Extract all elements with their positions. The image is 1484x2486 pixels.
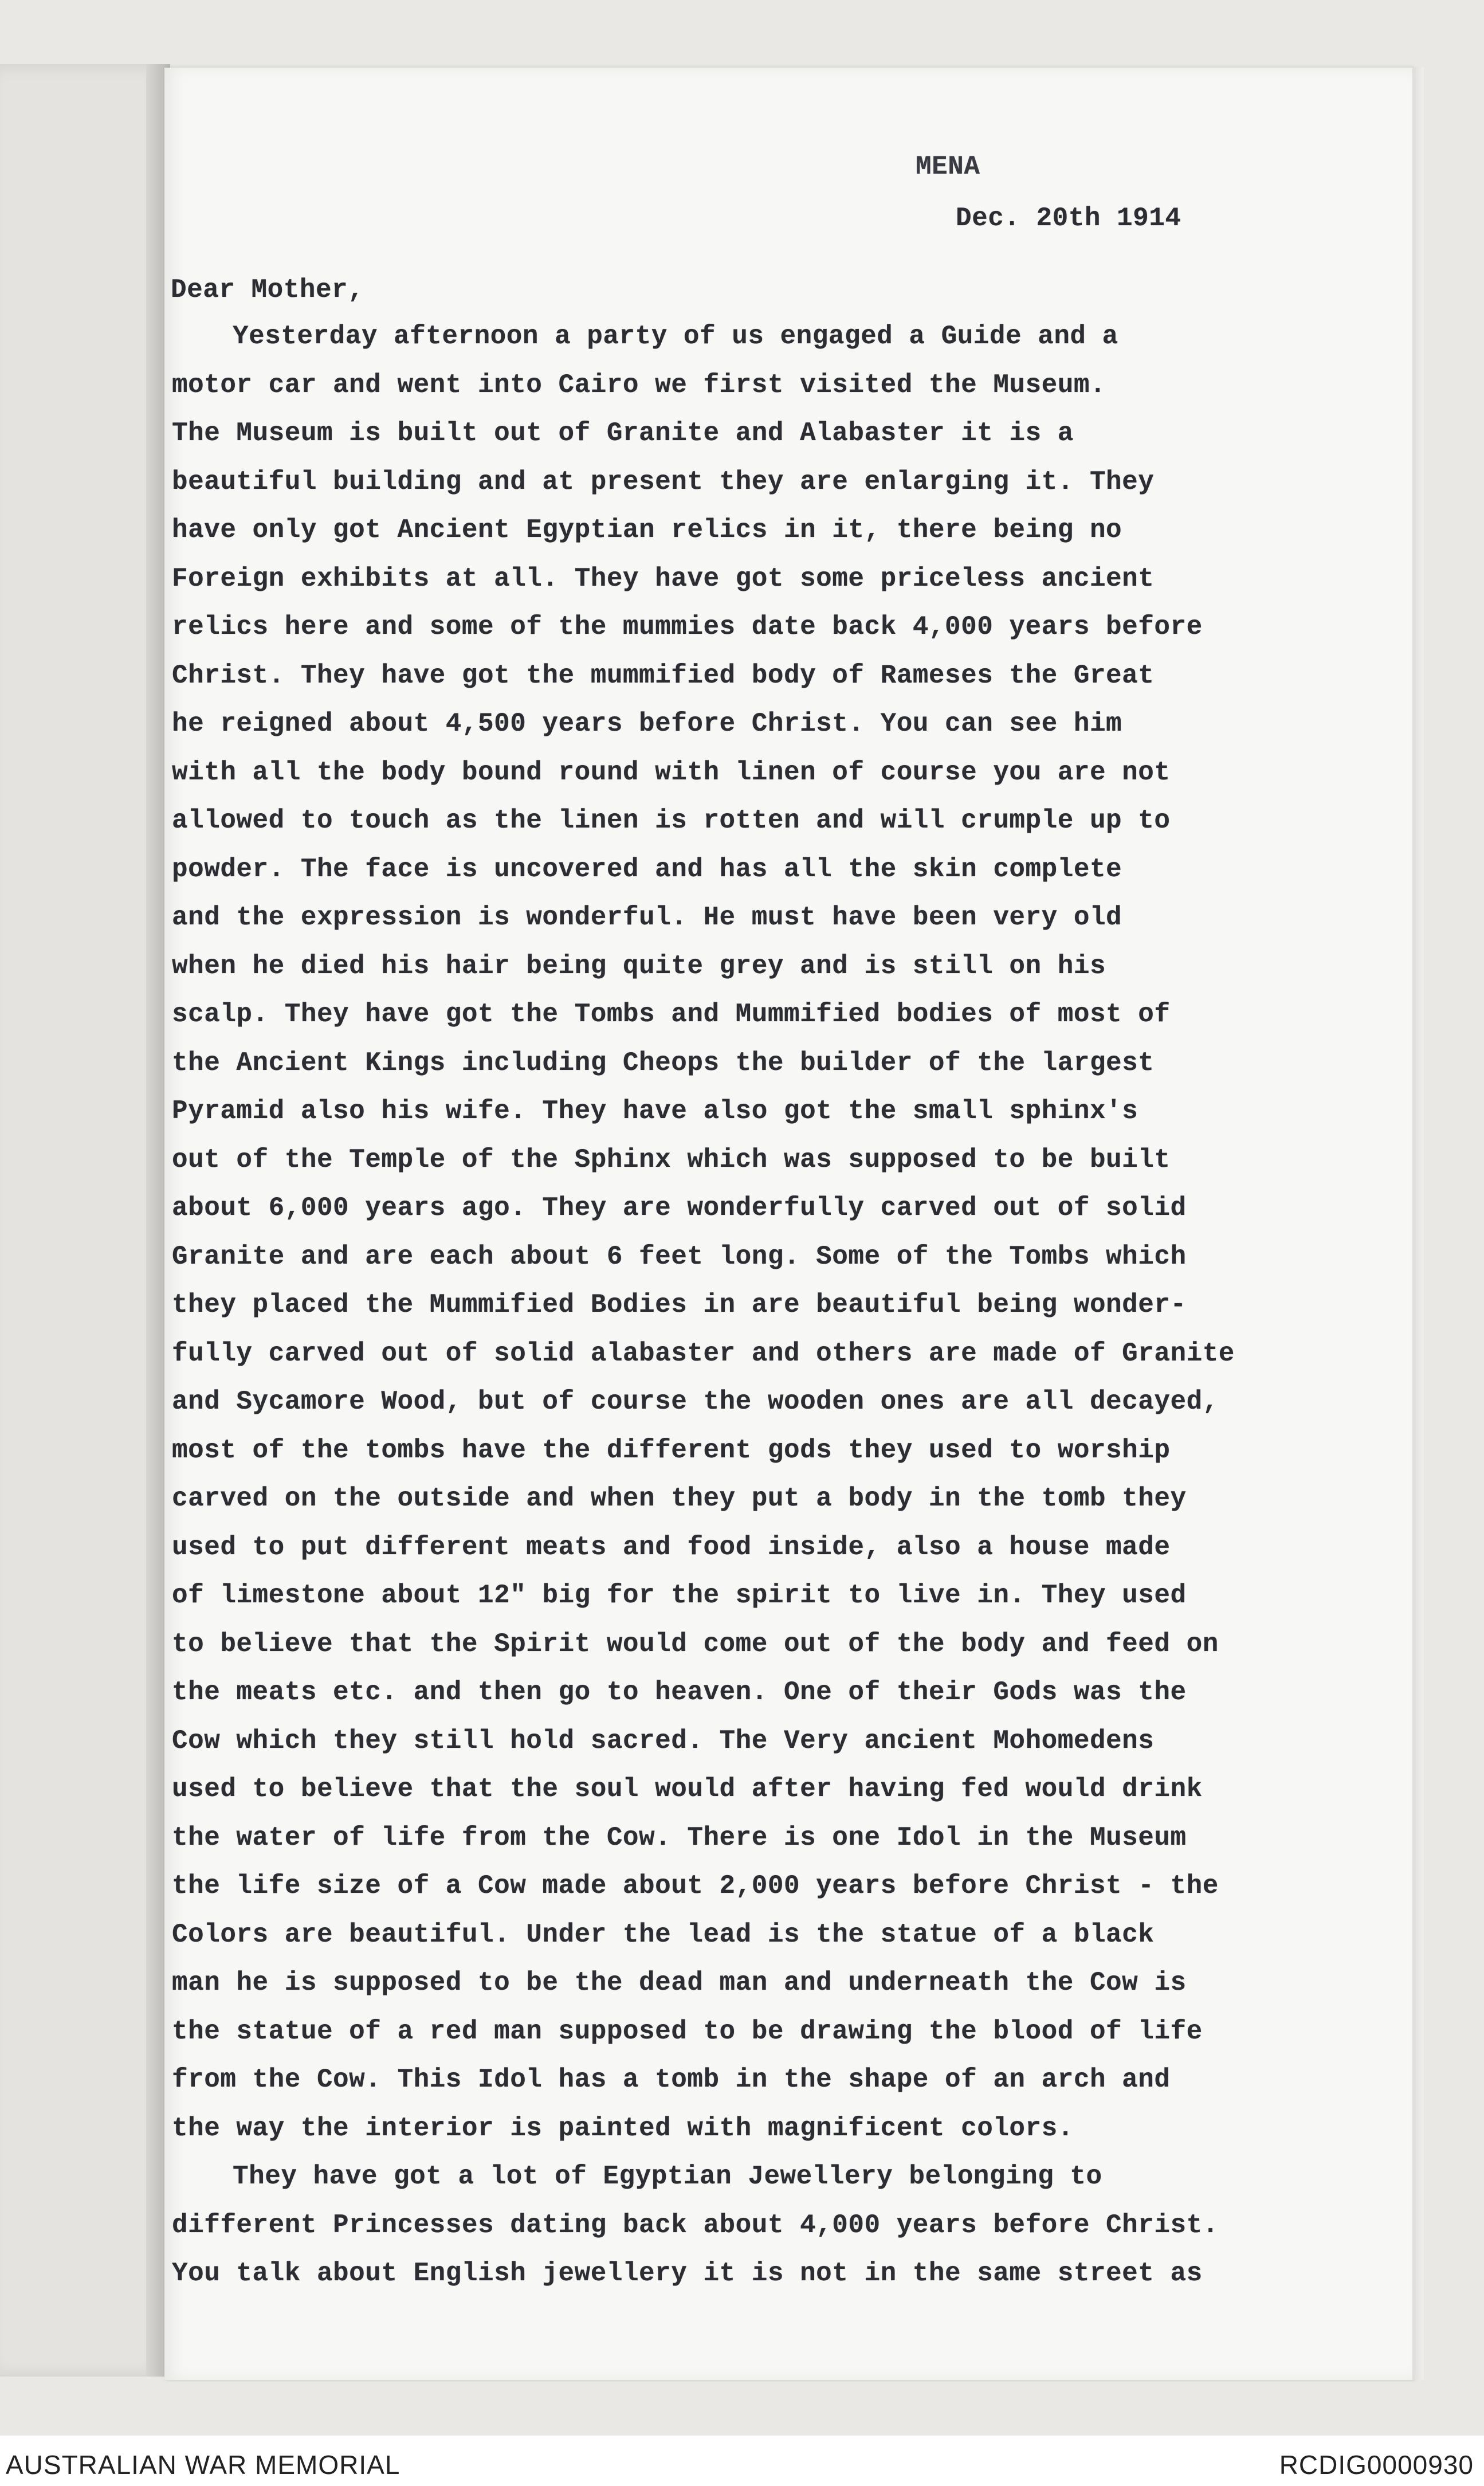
- footer-bar: [0, 2436, 1484, 2486]
- letter-line: with all the body bound round with linen of course you are not: [172, 757, 1171, 787]
- letter-line: the Ancient Kings including Cheops the builder of the largest: [172, 1048, 1155, 1078]
- letter-line: he reigned about 4,500 years before Christ. You can see him: [172, 709, 1122, 739]
- letter-line: to believe that the Spirit would come out of the body and feed on: [172, 1629, 1219, 1659]
- letter-line: used to believe that the soul would after having fed would drink: [172, 1774, 1203, 1804]
- letter-line: allowed to touch as the linen is rotten and will crumple up to: [172, 806, 1171, 836]
- letter-line: Granite and are each about 6 feet long. Some of the Tombs which: [172, 1241, 1187, 1272]
- letter-line: Foreign exhibits at all. They have got some priceless ancient: [172, 563, 1155, 594]
- letter-line: about 6,000 years ago. They are wonderfully carved out of solid: [172, 1193, 1187, 1223]
- letter-line: from the Cow. This Idol has a tomb in the shape of an arch and: [172, 2065, 1171, 2095]
- letter-line: The Museum is built out of Granite and Alabaster it is a: [172, 418, 1074, 448]
- letter-line: fully carved out of solid alabaster and others are made of Granite: [172, 1338, 1235, 1369]
- footer-record-id: RCDIG0000930: [1279, 2450, 1474, 2480]
- letter-line: the water of life from the Cow. There is one Idol in the Museum: [172, 1822, 1187, 1853]
- letter-body: [172, 312, 1404, 2298]
- letter-line: carved on the outside and when they put a body in the tomb they: [172, 1484, 1187, 1513]
- letter-line: different Princesses dating back about 4,000 years before Christ.: [172, 2210, 1219, 2240]
- letter-line: and Sycamore Wood, but of course the wooden ones are all decayed,: [172, 1387, 1219, 1417]
- letter-line: powder. The face is uncovered and has all the skin complete: [172, 854, 1122, 884]
- letter-line: Colors are beautiful. Under the lead is the statue of a black: [172, 1919, 1155, 1950]
- footer-institution: AUSTRALIAN WAR MEMORIAL: [6, 2450, 401, 2480]
- letter-line: motor car and went into Cairo we first visited the Museum.: [172, 370, 1106, 400]
- letter-line: the life size of a Cow made about 2,000 years before Christ - the: [172, 1871, 1219, 1901]
- letter-line: Pyramid also his wife. They have also got the small sphinx's: [172, 1096, 1138, 1126]
- letter-line: man he is supposed to be the dead man and underneath the Cow is: [172, 1968, 1187, 1998]
- letter-line: when he died his hair being quite grey and is still on his: [172, 951, 1106, 981]
- letter-line: the way the interior is painted with magnificent colors.: [172, 2113, 1074, 2143]
- letter-line: the meats etc. and then go to heaven. One of their Gods was the: [172, 1677, 1187, 1707]
- letter-line: scalp. They have got the Tombs and Mummified bodies of most of: [172, 999, 1171, 1029]
- letter-line: out of the Temple of the Sphinx which was supposed to be built: [172, 1144, 1171, 1175]
- letter-line: You talk about English jewellery it is not in the same street as: [172, 2258, 1203, 2288]
- letter-line: most of the tombs have the different gods they used to worship: [172, 1435, 1171, 1465]
- letter-place: MENA: [916, 152, 980, 182]
- letter-line: Christ. They have got the mummified body of Rameses the Great: [172, 660, 1155, 691]
- left-page: [0, 64, 170, 2377]
- letter-line: relics here and some of the mummies date back 4,000 years before: [172, 612, 1203, 642]
- page-edge: [1412, 68, 1424, 2380]
- letter-line: the statue of a red man supposed to be drawing the blood of life: [172, 2016, 1203, 2046]
- letter-line: have only got Ancient Egyptian relics in it, there being no: [172, 515, 1122, 545]
- letter-line: and the expression is wonderful. He must have been very old: [172, 903, 1122, 932]
- letter-line: They have got a lot of Egyptian Jewellery belonging to: [233, 2162, 1102, 2191]
- letter-line: they placed the Mummified Bodies in are beautiful being wonder-: [172, 1290, 1187, 1320]
- letter-line: Yesterday afternoon a party of us engaged a Guide and a: [233, 321, 1118, 351]
- letter-line: Cow which they still hold sacred. The Very ancient Mohomedens: [172, 1726, 1155, 1756]
- letter-date: Dec. 20th 1914: [956, 203, 1181, 233]
- letter-line: beautiful building and at present they are enlarging it. They: [172, 466, 1155, 497]
- letter-line: of limestone about 12" big for the spirit to live in. They used: [172, 1581, 1187, 1610]
- letter-line: used to put different meats and food inside, also a house made: [172, 1532, 1171, 1562]
- letter-salutation: Dear Mother,: [171, 275, 364, 305]
